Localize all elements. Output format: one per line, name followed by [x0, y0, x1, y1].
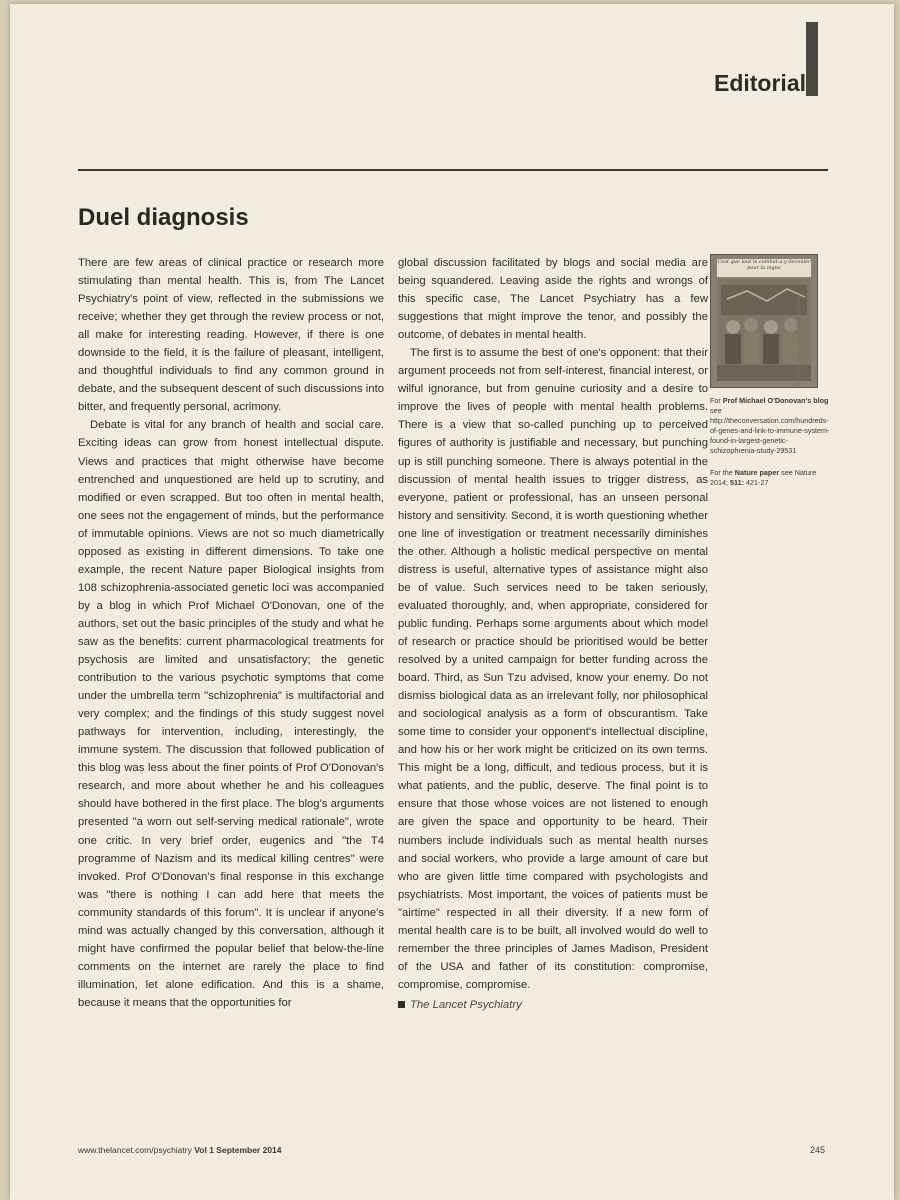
article-title: Duel diagnosis	[78, 204, 249, 231]
paragraph: There are few areas of clinical practice or research more stimulating than mental health. This is, from The Lancet Psychiatry's point of view, reflected in the submissions we receive; whether they get through the review process or not, all make for interesting reading. However, if there is one downside to the field, it is the failure of pleasant, intelligent, and thoughtful individuals to find any common ground in debate, and the subsequent descent of such discussions into bitter, and frequently personal, acrimony.	[78, 257, 384, 414]
paragraph: Debate is vital for any branch of health and social care. Exciting ideas can grow from honest intellectual dispute. Views and practices that might otherwise have become entrenched and unquestioned are held up to scrutiny, and modified or even scrapped. But too often in mental health, one sees not the engagement of minds, but the performance of immutable opinions. Views are not so much diametrically opposed as existing in different dimensions. To take one example, the recent Nature paper Biological insights from 108 schizophrenia-associated genetic loci was accompanied by a blog in which Prof Michael O'Donovan, one of the authors, set out the basic principles of the study and what he saw as the benefits: current pharmacological treatments for psychosis are limited and unsatisfactory; the genetic contribution to the various psychotic symptoms that come under the umbrella term "schizophrenia" is multifactorial and very complex; and the findings of this study suggest novel pathways for intervention, including, interestingly, the immune system. The discussion that followed publication of this blog was less about the finer points of Prof O'Donovan's research, and more about whether he and his colleagues should have bothered in the first place. The blog's arguments presented "a worn out self-serving medical rationale", wrote one critic. In very brief order, eugenics and "the T4 programme of Nazism and its medical killing centres" were invoked. Prof O'Donovan's final response in this exchange was "there is nothing I can add here that meets the community standards of this forum". It is unclear if anyone's mind was actually changed by this conversation, although it might have confirmed the popular belief that below-the-line comments on the internet are rarely the place to find illumination, let alone edification. And this is a shame, because it means that the opportunities for	[78, 419, 384, 1009]
paragraph: The first is to assume the best of one's opponent: that their argument proceeds not from self-interest, financial interest, or wilful ignorance, but from genuine curiosity and a desire to improve the lives of people with mental health problems. There is a view that so-called punching up to perceived figures of authority is justifiable and necessary, but punching up is still punching someone. There is always potential in the discussion of mental health issues to trigger distress, as everyone, patient or professional, has an unseen personal history and sensitivity. Second, it is worth questioning whether one line of investigation or treatment necessarily diminishes the other. Although a holistic medical perspective on mental distress is useful, alternative types of assistance might also be of value. Such services need to be taken seriously, evaluated thoroughly, and, when appropriate, considered for public funding. Perhaps some arguments about which model of research or practice should be prioritised would be better resolved by a united campaign for better funding across the board. Third, as Sun Tzu advised, know your enemy. Do not dismiss biological data as an irrelevant folly, nor philosophical and sociological analysis as a form of obscurantism. Take some time to consider your opponent's intellectual discipline, and how his or her work might be criticized on its own terms. This might be a long, difficult, and tedious process, but it is what patients, and the public, deserve. The final point is to ensure that those whose voices are not listened to enough are given the space and opportunity to be heard. Their numbers include individuals such as mental health nurses and social workers, who provide a large amount of care but who are given little time compared with psychologists and psychiatrists. Most important, the voices of patients must be "airtime" respected in all their diversity. If a new form of mental health care is to be built, all involved would do well to remember the three principles of James Madison, President of the USA and father of its constitution: compromise, compromise, compromise.	[398, 347, 708, 991]
end-mark-icon	[398, 1001, 405, 1008]
footer-url: www.thelancet.com/psychiatry	[78, 1145, 192, 1155]
footer-date: September 2014	[216, 1145, 282, 1155]
header-rule	[78, 169, 828, 171]
image-credit: British Library / Science Photo Library	[796, 293, 802, 386]
sidenote-blog: For Prof Michael O'Donovan's blog see http://theconversation.com/hundreds-of-genes-and-link-to-immune-system-found-in-largest-genetic-schizophrenia-study-29531	[710, 396, 830, 455]
illustration-caption: Cest que laut le combat a y decouler pour la mgne	[717, 259, 811, 277]
section-edge-bar	[806, 22, 818, 96]
column-right	[398, 254, 708, 1014]
footer-info	[78, 1145, 282, 1155]
section-label: Editorial	[713, 70, 806, 96]
journal-page	[10, 4, 894, 1200]
column-left	[78, 254, 384, 1012]
sidenote-nature: For the Nature paper see Nature 2014; 511: 421-27	[710, 468, 817, 487]
signature: The Lancet Psychiatry	[410, 998, 522, 1011]
footer-volume: Vol 1	[194, 1145, 214, 1155]
paragraph: global discussion facilitated by blogs and social media are being squandered. Leaving aside the rights and wrongs of this specific case, The Lancet Psychiatry has a few suggestions that might improve the tenor, and possibly the outcome, of debates in mental health.	[398, 257, 708, 342]
signature-line	[398, 996, 708, 1014]
page-number: 245	[810, 1145, 826, 1155]
